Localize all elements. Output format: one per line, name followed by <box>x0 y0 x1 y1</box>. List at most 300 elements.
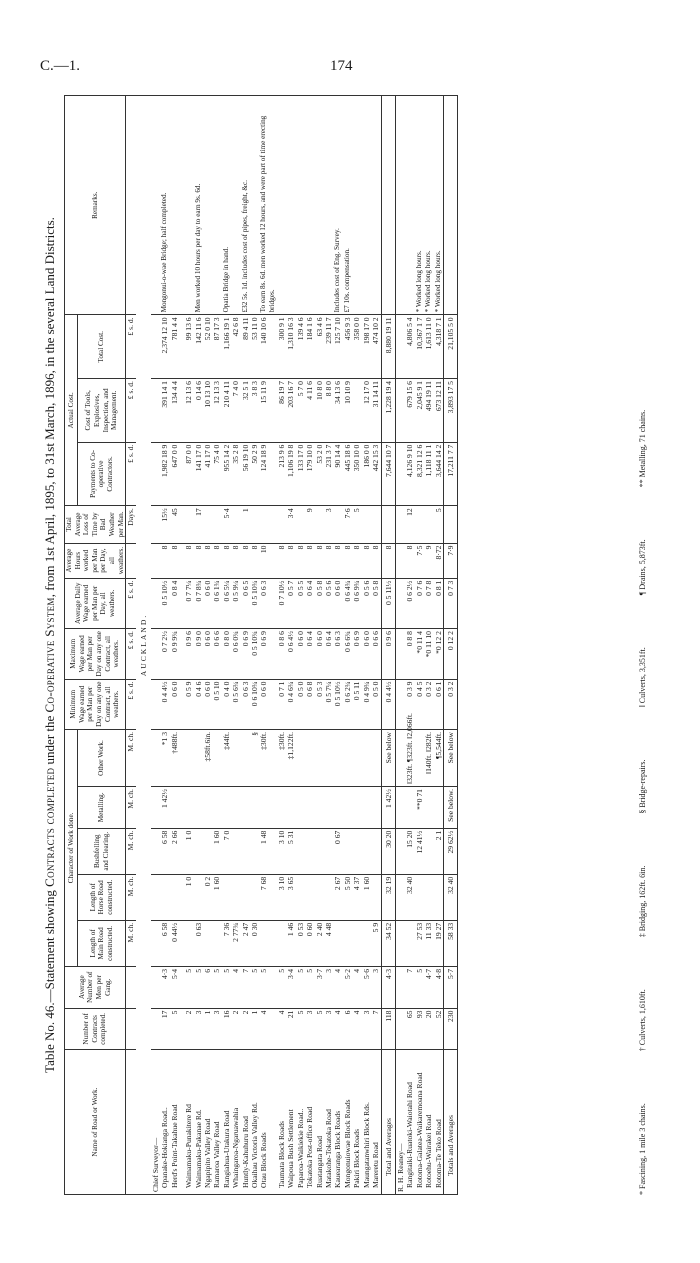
cell-total: 42 6 8 <box>231 315 240 379</box>
road-name: Ngapipito Valley Road <box>203 1050 212 1195</box>
table-row <box>362 96 371 1195</box>
col-lost: Total Average Loss of Time by Bad Weather per Man. <box>65 506 126 543</box>
cell-remarks <box>443 96 457 315</box>
title-tail: , from 1st April, 1895, to 31st March, 1896, in the several Land Districts. <box>42 217 57 598</box>
road-name: Otau Block Roads <box>259 1050 277 1195</box>
cell-remarks: Men worked 10 hours per day to earn 9s. 6d. <box>194 96 203 315</box>
cell-avg: 0 7 3 <box>443 578 457 628</box>
table-row <box>296 96 305 1195</box>
cell-lost <box>415 506 424 543</box>
cell-horse: 32 40 <box>405 874 414 920</box>
cell-tools: 10 10 9 <box>343 379 352 443</box>
cell-horse: 5 50 <box>343 874 352 920</box>
cell-hrs: 8 <box>381 543 395 578</box>
cell-max: 0 12 2 <box>443 629 457 679</box>
cell-n: 52 <box>434 1008 444 1050</box>
cell-lost: 15½ <box>160 506 169 543</box>
cell-men: 3·4 <box>286 966 295 1008</box>
table-row <box>324 96 333 1195</box>
cell-min: 0 6 3 <box>241 679 250 729</box>
cell-horse <box>305 874 314 920</box>
cell-pay: 350 10 0 <box>352 442 361 506</box>
road-name: Opanake-Hokianga Road.. <box>160 1050 169 1195</box>
cell-men: 3·7 <box>315 966 324 1008</box>
units-row <box>126 96 136 1195</box>
section-heading: AUCKLAND. <box>136 96 151 1195</box>
cell-avg: 0 6 5¼ <box>222 578 231 628</box>
cell-avg: 0 5 6 <box>362 578 371 628</box>
title-emph2: Co-operative System <box>42 597 57 713</box>
cell-n: 230 <box>443 1008 457 1050</box>
footnote: * Fascining, 1 mile 3 chains. <box>638 1103 647 1195</box>
cell-main <box>343 920 352 966</box>
cell-metal <box>305 787 314 829</box>
cell-tools: 3,893 17 5 <box>443 379 457 443</box>
cell-men: 5·6 <box>362 966 371 1008</box>
cell-max: 0 6 0 <box>296 629 305 679</box>
cell-n: 1 <box>203 1008 212 1050</box>
footnote: † Culverts, 1,610ft. <box>638 989 647 1052</box>
cell-main <box>277 920 286 966</box>
group-label: Chief Surveyor— <box>151 1050 160 1195</box>
cell-hrs: 8 <box>277 543 286 578</box>
cell-total: 140 10 6 <box>259 315 277 379</box>
statement-table <box>64 95 458 1195</box>
road-name: Huntly-Kahuhuru Road <box>241 1050 250 1195</box>
table-row <box>415 96 424 1195</box>
cell-horse <box>296 874 305 920</box>
cell-men: 4 <box>231 966 240 1008</box>
cell-lost: 5 <box>434 506 444 543</box>
cell-bush: 1 0 <box>184 828 193 874</box>
footnote: ¶ Drains, 5,873ft. <box>638 539 647 596</box>
cell-horse: 2 67 <box>333 874 342 920</box>
cell-horse <box>434 874 444 920</box>
cell-lost: 3 <box>324 506 333 543</box>
cell-men: 5 <box>222 966 231 1008</box>
cell-pay: 955 14 2 <box>222 442 231 506</box>
footnote: ‡ Bridging, 162ft. 6in. <box>638 865 647 938</box>
page-number: 174 <box>330 58 353 74</box>
cell-metal <box>315 787 324 829</box>
cell-total: 456 9 3 <box>343 315 352 379</box>
cell-min: 0 5 6¾ <box>231 679 240 729</box>
unit: £ s. d. <box>126 679 136 729</box>
cell-men: 6 <box>203 966 212 1008</box>
cell-hrs: 8 <box>160 543 169 578</box>
cell-n: 2 <box>241 1008 250 1050</box>
cell-bush <box>324 828 333 874</box>
cell-bush <box>241 828 250 874</box>
cell-pay: 442 15 3 <box>371 442 381 506</box>
cell-min: 0 3 2 <box>424 679 433 729</box>
cell-pay: 56 19 10 <box>241 442 250 506</box>
rotated-table-region <box>42 95 662 1195</box>
table-row <box>434 96 444 1195</box>
cell-min: 0 4 9¾ <box>362 679 371 729</box>
col-payments: Payments to Co-operative Contractors. <box>78 442 126 506</box>
road-name: Herd's Point-Takahue Road <box>170 1050 179 1195</box>
cell-avg: 0 6 4 <box>305 578 314 628</box>
cell-bush: 15 20 <box>405 828 414 874</box>
cell-other <box>212 729 221 786</box>
unit: £ s. d. <box>126 379 136 443</box>
cell-tools: 10 8 0 <box>315 379 324 443</box>
cell-total: 1,613 11 0 <box>424 315 433 379</box>
road-name: Rotoma-Te Teko Road <box>434 1050 444 1195</box>
cell-other <box>231 729 240 786</box>
cell-pay: 124 18 9 <box>259 442 277 506</box>
table-row <box>371 96 381 1195</box>
cell-lost <box>424 506 433 543</box>
cell-tools: 0 14 6 <box>194 379 203 443</box>
cell-hrs: 7·5 <box>415 543 424 578</box>
cell-men: 5 <box>305 966 314 1008</box>
cell-hrs: 8 <box>305 543 314 578</box>
cell-max: 0 5 10¾ <box>250 629 259 679</box>
cell-min: 0 4 0 <box>222 679 231 729</box>
cell-men: 5·2 <box>343 966 352 1008</box>
cell-metal <box>259 787 277 829</box>
cell-pay: 213 9 6 <box>277 442 286 506</box>
table-title <box>42 95 58 1195</box>
cell-avg: 0 6 5 <box>241 578 250 628</box>
cell-other <box>184 729 193 786</box>
road-name: Ramaroa Valley Road <box>212 1050 221 1195</box>
cell-lost <box>333 506 342 543</box>
cell-lost: 17 <box>194 506 203 543</box>
cell-max: 0 6 9 <box>241 629 250 679</box>
cell-lost <box>259 506 277 543</box>
cell-horse <box>324 874 333 920</box>
cell-hrs: 8 <box>286 543 295 578</box>
cell-remarks <box>371 96 381 315</box>
cell-men: 4·8 <box>434 966 444 1008</box>
cell-lost <box>184 506 193 543</box>
cell-hrs: 10 <box>259 543 277 578</box>
cell-main <box>362 920 371 966</box>
cell-other <box>415 729 424 786</box>
cell-max: 0 9 6 <box>184 629 193 679</box>
cell-tools: 10 13 10 <box>203 379 212 443</box>
cell-other: See below <box>443 729 457 786</box>
cell-total: 184 1 6 <box>305 315 314 379</box>
cell-horse <box>194 874 203 920</box>
cell-n: 7 <box>371 1008 381 1050</box>
cell-men: 5 <box>250 966 259 1008</box>
cell-hrs: 8 <box>170 543 179 578</box>
cell-avg: 0 7 8 <box>424 578 433 628</box>
cell-avg: 0 5 9¼ <box>231 578 240 628</box>
cell-main: 5 9 <box>371 920 381 966</box>
cell-pay: 35 2 8 <box>231 442 240 506</box>
cell-other <box>305 729 314 786</box>
cell-tools: 203 16 7 <box>286 379 295 443</box>
cell-men: 4·3 <box>160 966 169 1008</box>
cell-hrs: 8 <box>352 543 361 578</box>
cell-lost: 9 <box>305 506 314 543</box>
cell-lost: 1 <box>241 506 250 543</box>
cell-metal <box>434 787 444 829</box>
cell-lost <box>212 506 221 543</box>
cell-max: 0 8 6 <box>277 629 286 679</box>
cell-remarks <box>250 96 259 315</box>
cell-max: *0 11 4 <box>415 629 424 679</box>
cell-hrs: 8 <box>184 543 193 578</box>
road-name: Total and Averages <box>381 1050 395 1195</box>
cell-metal: 1 42½ <box>381 787 395 829</box>
cell-other: ‡58ft.6in. <box>203 729 212 786</box>
cell-remarks <box>277 96 286 315</box>
cell-total: 52 0 10 <box>203 315 212 379</box>
cell-lost <box>381 506 395 543</box>
cell-n: 3 <box>305 1008 314 1050</box>
table-row <box>343 96 352 1195</box>
cell-metal: 1 42½ <box>160 787 169 829</box>
cell-horse <box>315 874 324 920</box>
cell-pay: 1,118 11 1 <box>424 442 433 506</box>
cell-n: 3 <box>362 1008 371 1050</box>
cell-lost: 45 <box>170 506 179 543</box>
cell-tools: 210 4 11 <box>222 379 231 443</box>
cell-max: 0 6 9 <box>352 629 361 679</box>
unit: M. ch. <box>126 828 136 874</box>
cell-lost <box>250 506 259 543</box>
cell-avg: 0 7 7¼ <box>184 578 193 628</box>
cell-pay: 231 3 7 <box>324 442 333 506</box>
cell-bush: 0 67 <box>333 828 342 874</box>
col-min-wage: Minimum Wage earned per Man per Day on any one Contract, all weathers. <box>65 679 126 729</box>
cell-avg: 0 5 7 <box>286 578 295 628</box>
cell-max: 0 6 6¾ <box>343 629 352 679</box>
cell-bush: 1 48 <box>259 828 277 874</box>
cell-hrs: 8 <box>362 543 371 578</box>
cell-main: 0 63 <box>194 920 203 966</box>
cell-metal <box>296 787 305 829</box>
cell-avg: 0 6 1¾ <box>212 578 221 628</box>
cell-n: 6 <box>343 1008 352 1050</box>
cell-lost <box>231 506 240 543</box>
cell-main: 2 47 <box>241 920 250 966</box>
cell-bush <box>362 828 371 874</box>
cell-main: 58 33 <box>443 920 457 966</box>
cell-bush: 5 31 <box>286 828 295 874</box>
cell-remarks: To earn 8s. 6d. men worked 12 hours, and were part of time erecting bridges. <box>259 96 277 315</box>
cell-pay: 647 0 0 <box>170 442 179 506</box>
cell-tools: 32 5 1 <box>241 379 250 443</box>
cell-min: 0 3 9 <box>405 679 414 729</box>
cell-pay: 17,211 7 7 <box>443 442 457 506</box>
cell-tools: 3 8 3 <box>250 379 259 443</box>
cell-total: 10,367 1 7 <box>415 315 424 379</box>
cell-main: 0 60 <box>305 920 314 966</box>
cell-pay: 1,106 19 8 <box>286 442 295 506</box>
cell-other: ‡30ft. <box>277 729 286 786</box>
cell-total: 125 7 10 <box>333 315 342 379</box>
cell-remarks <box>362 96 371 315</box>
cell-total: 239 11 7 <box>324 315 333 379</box>
cell-other <box>371 729 381 786</box>
cell-other: *1 3 <box>160 729 169 786</box>
cell-avg: 0 5 8 <box>315 578 324 628</box>
cell-tools: 7 4 0 <box>231 379 240 443</box>
table-row <box>184 96 193 1195</box>
cell-lost: 5 <box>352 506 361 543</box>
cell-n: 4 <box>277 1008 286 1050</box>
cell-avg: 0 8 1 <box>434 578 444 628</box>
cell-max: 0 6 6 <box>212 629 221 679</box>
cell-lost: 3·4 <box>286 506 295 543</box>
title-mid: under the <box>42 712 57 768</box>
cell-avg: 0 6 3 <box>259 578 277 628</box>
cell-main: 1 46 <box>286 920 295 966</box>
cell-total: 139 4 6 <box>296 315 305 379</box>
title-lead: Table No. 46.—Statement showing <box>42 886 57 1073</box>
table-row <box>170 96 179 1195</box>
group-row <box>395 96 405 1195</box>
cell-bush: 12 41½ <box>415 828 424 874</box>
table-row <box>315 96 324 1195</box>
cell-hrs: 7·9 <box>443 543 457 578</box>
cell-other <box>324 729 333 786</box>
road-name: Mareretu Road <box>371 1050 381 1195</box>
cell-metal <box>212 787 221 829</box>
cell-lost <box>371 506 381 543</box>
cell-n: 5 <box>170 1008 179 1050</box>
cell-other: ‡1,122ft. <box>286 729 295 786</box>
road-name: Ruatangata Road <box>315 1050 324 1195</box>
cell-main: 2 77¾ <box>231 920 240 966</box>
road-name: Okaihau Victoria Valley Rd. <box>250 1050 259 1195</box>
cell-main: 4 48 <box>324 920 333 966</box>
unit: £ s. d. <box>126 315 136 379</box>
cell-tools: 15 11 9 <box>259 379 277 443</box>
cell-horse <box>170 874 179 920</box>
cell-bush <box>352 828 361 874</box>
cell-pay: 3,644 14 2 <box>434 442 444 506</box>
cell-bush <box>231 828 240 874</box>
cell-remarks <box>231 96 240 315</box>
unit: M. ch. <box>126 920 136 966</box>
road-name: Kauearanga Block Roads <box>333 1050 342 1195</box>
cell-metal: **0 71 <box>415 787 424 829</box>
cell-metal: See below. <box>443 787 457 829</box>
group-row <box>151 96 160 1195</box>
cell-other <box>362 729 371 786</box>
cell-pay: 141 17 0 <box>194 442 203 506</box>
cell-bush <box>203 828 212 874</box>
cell-tools: 86 19 7 <box>277 379 286 443</box>
col-avg-wage: Average Daily Wage earned per Man per Day, all weathers. <box>65 578 126 628</box>
cell-remarks <box>203 96 212 315</box>
cell-remarks <box>170 96 179 315</box>
table-row <box>160 96 169 1195</box>
footnotes <box>638 95 647 1195</box>
cell-max: 0 6 3 <box>333 629 342 679</box>
cell-bush: 2 66 <box>170 828 179 874</box>
cell-men: 5 <box>184 966 193 1008</box>
table-row <box>305 96 314 1195</box>
cell-avg: 0 6 9¾ <box>352 578 361 628</box>
unit: £ s. d. <box>126 442 136 506</box>
cell-remarks: * Worked long hours. <box>415 96 424 315</box>
cell-n: 93 <box>415 1008 424 1050</box>
cell-total: 99 13 6 <box>184 315 193 379</box>
cell-n: 2 <box>184 1008 193 1050</box>
cell-max: 0 6 4½ <box>286 629 295 679</box>
cell-metal <box>405 787 414 829</box>
cell-max: 0 6 6 <box>371 629 381 679</box>
road-name: Mongonuiowae Block Roads <box>343 1050 352 1195</box>
cell-min: 0 4 6 <box>194 679 203 729</box>
cell-avg: 0 5 6 <box>324 578 333 628</box>
cell-remarks <box>286 96 295 315</box>
cell-n: 3 <box>324 1008 333 1050</box>
table-body <box>126 96 458 1195</box>
cell-other: †488ft. <box>170 729 179 786</box>
road-name: Taumata Block Roads <box>277 1050 286 1195</box>
cell-pay: 41 17 0 <box>203 442 212 506</box>
cell-main <box>184 920 193 966</box>
cell-hrs: 8·72 <box>434 543 444 578</box>
group-label: R. H. Reaney— <box>395 1050 405 1195</box>
cell-remarks <box>405 96 414 315</box>
cell-hrs: 8 <box>222 543 231 578</box>
cell-avg: 0 7 10½ <box>277 578 286 628</box>
cell-metal <box>194 787 203 829</box>
road-name: Rotoehu-Wairakei Road <box>424 1050 433 1195</box>
cell-men: 4 <box>333 966 342 1008</box>
table-header <box>65 96 126 1195</box>
cell-hrs: 8 <box>250 543 259 578</box>
cell-metal <box>324 787 333 829</box>
cell-total: 63 4 6 <box>315 315 324 379</box>
cell-main <box>203 920 212 966</box>
cell-max: *0 12 2 <box>434 629 444 679</box>
cell-men: 7 <box>405 966 414 1008</box>
cell-hrs: 9 <box>424 543 433 578</box>
cell-min: 0 6 0 <box>203 679 212 729</box>
cell-remarks: Includes cost of Eng. Survey. <box>333 96 342 315</box>
cell-metal <box>184 787 193 829</box>
cell-max: 0 6 0 <box>203 629 212 679</box>
cell-horse: 1 60 <box>362 874 371 920</box>
cell-min: 0 6 1 <box>434 679 444 729</box>
cell-main <box>212 920 221 966</box>
cell-men: 4·3 <box>381 966 395 1008</box>
cell-horse: 0 2 <box>203 874 212 920</box>
unit: Days. <box>126 506 136 543</box>
cell-remarks <box>296 96 305 315</box>
col-other: Other Work. <box>78 729 126 786</box>
cell-main: 2 40 <box>315 920 324 966</box>
cell-bush <box>305 828 314 874</box>
cell-avg: 0 8 4 <box>170 578 179 628</box>
cell-remarks: Opatia Bridge in hand. <box>222 96 231 315</box>
road-name: Paparoa-Waikiekie Road.. <box>296 1050 305 1195</box>
cell-men: 7 <box>241 966 250 1008</box>
cell-metal <box>333 787 342 829</box>
cell-metal <box>286 787 295 829</box>
cell-horse <box>160 874 169 920</box>
cell-lost: 7·6 <box>343 506 352 543</box>
cell-other: ‡44ft. <box>222 729 231 786</box>
cell-avg: 0 7 8¾ <box>194 578 203 628</box>
cell-tools: 1,228 19 4 <box>381 379 395 443</box>
col-max-wage: Maximum Wage earned per Man per Day on any one Contract, all weathers. <box>65 629 126 679</box>
cell-tools: 673 12 11 <box>434 379 444 443</box>
col-tools: Cost of Tools, Explosives, Inspection, and Management. <box>78 379 126 443</box>
